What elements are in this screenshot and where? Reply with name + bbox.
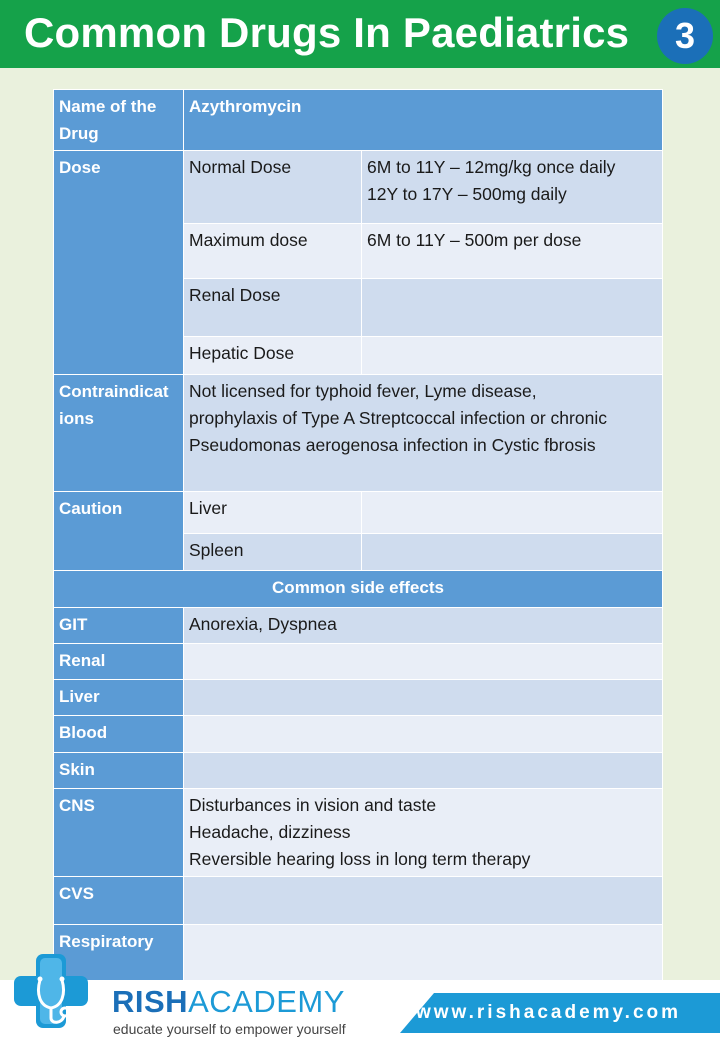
table-row — [54, 90, 663, 151]
contraindications-line: Not licensed for typhoid fever, Lyme disease, — [189, 381, 537, 401]
cns-value — [184, 789, 663, 877]
drug-info-table — [53, 89, 663, 985]
table-row — [54, 877, 663, 925]
skin-label: Skin — [54, 753, 184, 789]
normal-dose-label: Normal Dose — [184, 151, 362, 224]
normal-dose-value — [362, 151, 663, 224]
hepatic-dose-value — [362, 337, 663, 375]
table-row — [54, 571, 663, 608]
blood-label: Blood — [54, 716, 184, 753]
cvs-value — [184, 877, 663, 925]
normal-dose-line: 6M to 11Y – 12mg/kg once daily — [367, 157, 616, 177]
renal-label: Renal — [54, 644, 184, 680]
page-number-badge: 3 — [657, 8, 713, 64]
cvs-label: CVS — [54, 877, 184, 925]
contraindications-label — [54, 375, 184, 492]
cns-label: CNS — [54, 789, 184, 877]
liver-label: Liver — [54, 680, 184, 716]
table-row — [54, 680, 663, 716]
brand-name-part2: ACADEMY — [188, 984, 345, 1019]
page-title: Common Drugs In Paediatrics — [24, 9, 630, 56]
caution-label: Caution — [54, 492, 184, 571]
medical-cross-stethoscope-logo-icon — [10, 950, 92, 1032]
contraindications-line: prophylaxis of Type A Streptcoccal infection or chronic — [189, 408, 607, 428]
table-row — [54, 644, 663, 680]
table-row — [54, 492, 663, 534]
caution-item-liver: Liver — [184, 492, 362, 534]
git-value: Anorexia, Dyspnea — [184, 608, 663, 644]
dose-label: Dose — [54, 151, 184, 375]
git-label: GIT — [54, 608, 184, 644]
respiratory-value — [184, 925, 663, 985]
drug-name: Azythromycin — [184, 90, 663, 151]
contraindications-label-line: Contraindicat — [59, 382, 169, 401]
contraindications-line: Pseudomonas aerogenosa infection in Cystic fbrosis — [189, 435, 596, 455]
cns-line: Headache, dizziness — [189, 822, 351, 842]
respiratory-label: Respiratory — [54, 925, 184, 985]
blood-value — [184, 716, 663, 753]
liver-value — [184, 680, 663, 716]
website-url: www.rishacademy.com — [416, 1002, 682, 1023]
caution-value — [362, 492, 663, 534]
table-row — [54, 716, 663, 753]
maximum-dose-label: Maximum dose — [184, 224, 362, 279]
table-row — [54, 608, 663, 644]
contraindications-value — [184, 375, 663, 492]
brand-name-part1: RISH — [112, 984, 189, 1019]
maximum-dose-value: 6M to 11Y – 500m per dose — [362, 224, 663, 279]
table-row — [54, 151, 663, 224]
side-effects-heading: Common side effects — [54, 571, 663, 608]
cns-line: Disturbances in vision and taste — [189, 795, 437, 815]
table-row — [54, 375, 663, 492]
caution-item-spleen: Spleen — [184, 534, 362, 571]
hepatic-dose-label: Hepatic Dose — [184, 337, 362, 375]
renal-dose-label: Renal Dose — [184, 279, 362, 337]
normal-dose-line: 12Y to 17Y – 500mg daily — [367, 184, 567, 204]
table-row — [54, 789, 663, 877]
brand-tagline: educate yourself to empower yourself — [113, 1021, 346, 1037]
contraindications-label-line: ions — [59, 409, 94, 428]
brand-logo-text — [112, 984, 345, 1020]
skin-value — [184, 753, 663, 789]
name-of-drug-label: Name of the Drug — [54, 90, 184, 151]
header-bar — [0, 0, 720, 68]
caution-value — [362, 534, 663, 571]
renal-dose-value — [362, 279, 663, 337]
table-row — [54, 753, 663, 789]
table-row — [54, 925, 663, 985]
cns-line: Reversible hearing loss in long term therapy — [189, 849, 531, 869]
renal-value — [184, 644, 663, 680]
